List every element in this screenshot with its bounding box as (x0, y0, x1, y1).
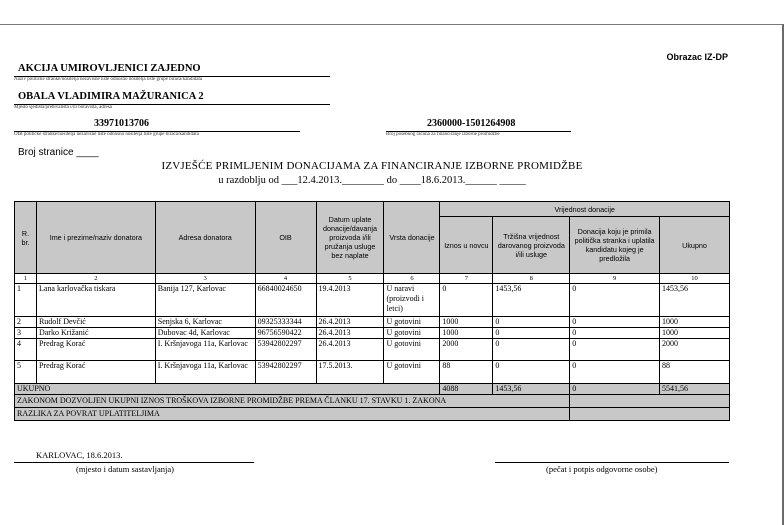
sum-cash: 4088 (440, 384, 493, 395)
row-refunded: 0 (570, 361, 660, 384)
row-donor-name: Rudolf Devčić (36, 317, 155, 328)
party-name-caption: Naziv političke stranke/nositelja nezavisne liste odnosno nositelja liste grupe birača/kandidata (14, 77, 203, 82)
refund-row (15, 408, 730, 421)
row-refunded: 0 (570, 339, 660, 361)
row-date: 26.4.2013 (316, 339, 384, 361)
row-type: U gotovini (384, 317, 440, 328)
signature-caption: (pečat i potpis odgovorne osobe) (546, 464, 658, 474)
column-number: 9 (570, 274, 660, 284)
row-oib: 66840024650 (255, 284, 316, 317)
row-market-value: 0 (493, 328, 570, 339)
row-type: U gotovini (384, 339, 440, 361)
row-donor-address: Dubovac 4d, Karlovac (155, 328, 255, 339)
party-account: 2360000-1501264908 (427, 118, 516, 129)
row-market-value: 0 (493, 339, 570, 361)
row-oib: 96756590422 (255, 328, 316, 339)
party-name: AKCIJA UMIROVLJENICI ZAJEDNO (18, 63, 201, 74)
row-rbr: 5 (15, 361, 37, 384)
row-cash: 0 (440, 284, 493, 317)
row-cash: 1000 (440, 328, 493, 339)
row-donor-name: Predrag Korać (36, 361, 155, 384)
header-market-value: Tržišna vrijednost darovanog proizvoda i/ili usluge (493, 217, 570, 274)
sum-label: UKUPNO (15, 384, 440, 395)
row-oib: 53942802297 (255, 361, 316, 384)
column-number: 7 (440, 274, 493, 284)
row-refunded: 0 (570, 328, 660, 339)
row-rbr: 3 (15, 328, 37, 339)
row-market-value: 0 (493, 361, 570, 384)
row-rbr: 4 (15, 339, 37, 361)
row-market-value: 0 (493, 317, 570, 328)
header-value-group: Vrijednost donacije (440, 202, 730, 217)
party-address-caption: Mjesto sjedišta/prebivališta i/ili boravišta, adresa (14, 105, 112, 110)
row-donor-name: Lana karlovačka tiskara (36, 284, 155, 317)
sum-refunded: 0 (570, 384, 660, 395)
row-type: U gotovini (384, 361, 440, 384)
row-donor-name: Darko Križanić (36, 328, 155, 339)
party-oib-caption: OIB političke stranke/nositelja nezavisne liste odnosno nositelja liste grupe birača/kandidata (14, 132, 199, 137)
table-row (15, 328, 730, 339)
legal-limit-label: ZAKONOM DOZVOLJEN UKUPNI IZNOS TROŠKOVA IZBORNE PROMIDŽBE PREMA ČLANKU 17. STAVKU 1. ZAKONA (15, 395, 570, 408)
column-number: 8 (493, 274, 570, 284)
table-row (15, 339, 730, 361)
refund-value (570, 408, 730, 421)
row-date: 17.5.2013. (316, 361, 384, 384)
row-rbr: 2 (15, 317, 37, 328)
header-donor-address: Adresa donatora (155, 202, 255, 274)
column-number: 3 (155, 274, 255, 284)
row-total: 1000 (660, 328, 730, 339)
report-title: IZVJEŠĆE PRIMLJENIM DONACIJAMA ZA FINANCIRANJE IZBORNE PROMIDŽBE (161, 160, 583, 172)
column-number: 4 (255, 274, 316, 284)
row-donor-name: Predrag Korać (36, 339, 155, 361)
table-row (15, 361, 730, 384)
column-number: 1 (15, 274, 37, 284)
row-total: 88 (660, 361, 730, 384)
column-number: 5 (316, 274, 384, 284)
header-donor-name: Ime i prezime/naziv donatora (36, 202, 155, 274)
column-number: 6 (384, 274, 440, 284)
row-donor-address: I. Kršnjavoga 11a, Karlovac (155, 339, 255, 361)
place-date-rule (14, 462, 254, 463)
row-oib: 53942802297 (255, 339, 316, 361)
report-period: u razdoblju od ___12.4.2013.________ do ____18.6.2013.______ _____ (218, 175, 526, 186)
header-refunded: Donacija koju je primila politička stranka i uplatila kandidatu kojeg je predložila (570, 217, 660, 274)
row-date: 26.4.2013 (316, 328, 384, 339)
column-number: 10 (660, 274, 730, 284)
party-oib: 33971013706 (94, 118, 149, 129)
header-total: Ukupno (660, 217, 730, 274)
row-refunded: 0 (570, 284, 660, 317)
refund-label: RAZLIKA ZA POVRAT UPLATITELJIMA (15, 408, 570, 421)
party-account-caption: Broj posebnog računa za financiranje izborne promidžbe (386, 132, 500, 137)
header-cash: Iznos u novcu (440, 217, 493, 274)
donations-table (14, 201, 730, 421)
row-market-value: 1453,56 (493, 284, 570, 317)
top-border (0, 24, 784, 25)
header-type: Vrsta donacije (384, 202, 440, 274)
page-number-label: Broj stranice ____ (18, 147, 99, 158)
place-date-caption: (mjesto i datum sastavljanja) (76, 464, 174, 474)
legal-limit-value (570, 395, 730, 408)
row-cash: 2000 (440, 339, 493, 361)
party-address: OBALA VLADIMIRA MAŽURANICA 2 (18, 91, 204, 102)
row-oib: 09325333344 (255, 317, 316, 328)
row-donor-address: Banija 127, Karlovac (155, 284, 255, 317)
row-donor-address: I. Kršnjavoga 11a, Karlovac (155, 361, 255, 384)
header-oib: OIB (255, 202, 316, 274)
row-type: U naravi (proizvodi i letci) (384, 284, 440, 317)
header-rbr: R. br. (15, 202, 37, 274)
row-total: 1000 (660, 317, 730, 328)
table-row (15, 317, 730, 328)
sum-total: 5541,56 (660, 384, 730, 395)
row-total: 2000 (660, 339, 730, 361)
row-donor-address: Senjska 6, Karlovac (155, 317, 255, 328)
row-cash: 88 (440, 361, 493, 384)
row-date: 19.4.2013 (316, 284, 384, 317)
form-code: Obrazac IZ-DP (666, 52, 728, 62)
sum-market-value: 1453,56 (493, 384, 570, 395)
row-cash: 1000 (440, 317, 493, 328)
row-date: 26.4.2013 (316, 317, 384, 328)
legal-limit-row (15, 395, 730, 408)
column-number: 2 (36, 274, 155, 284)
table-row (15, 284, 730, 317)
signature-rule (495, 462, 729, 463)
place-date: KARLOVAC, 18.6.2013. (36, 450, 123, 460)
row-type: U gotovini (384, 328, 440, 339)
row-refunded: 0 (570, 317, 660, 328)
row-rbr: 1 (15, 284, 37, 317)
sum-row (15, 384, 730, 395)
row-total: 1453,56 (660, 284, 730, 317)
header-date: Datum uplate donacije/davanja proizvoda i/ili pružanja usluge bez naplate (316, 202, 384, 274)
